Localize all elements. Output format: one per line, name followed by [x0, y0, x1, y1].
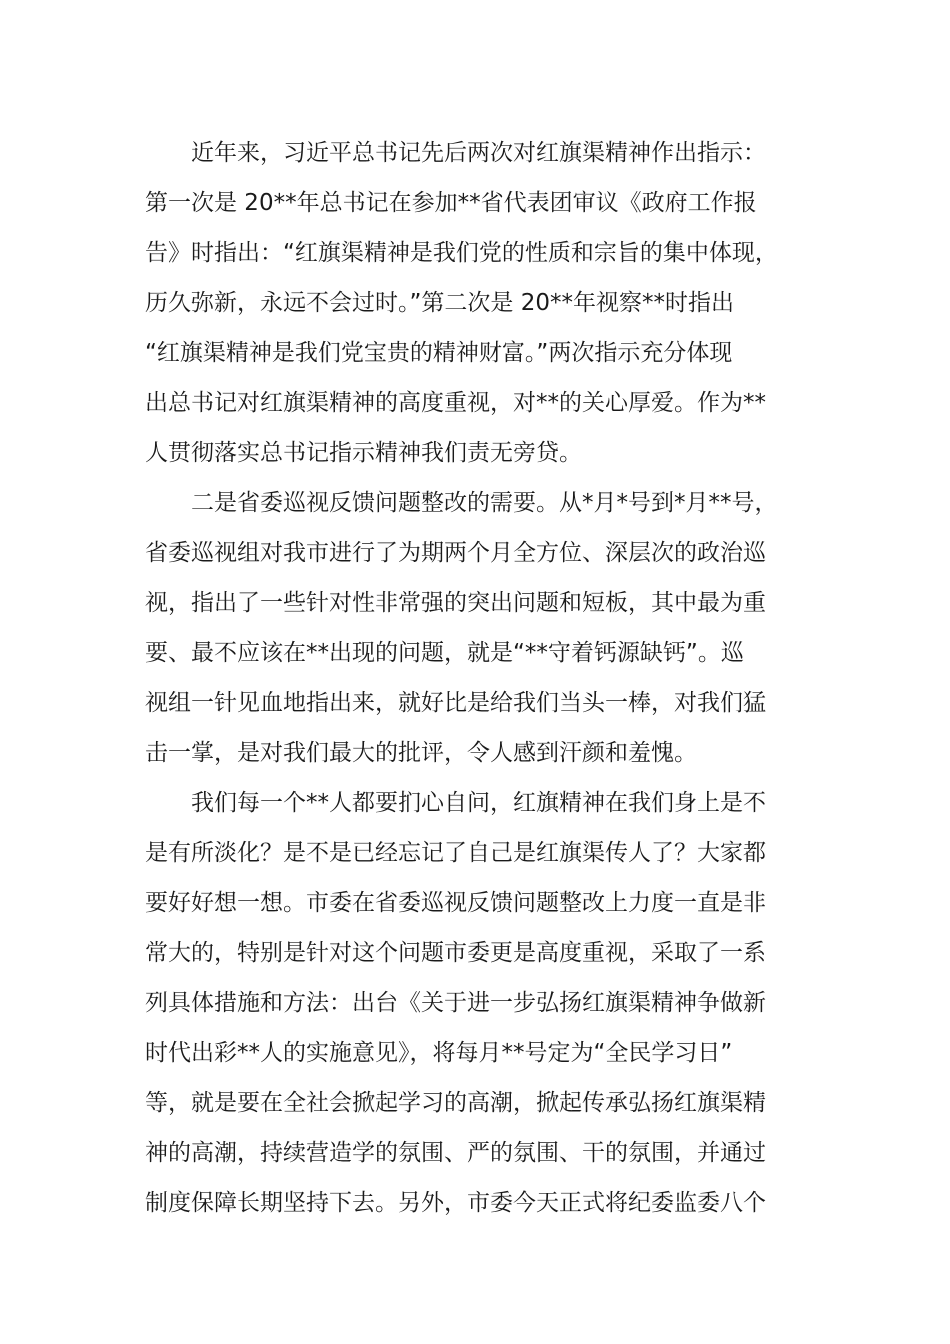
paragraph-line: 视，指出了一些针对性非常强的突出问题和短板，其中最为重	[145, 590, 766, 616]
paragraph-line: 要、最不应该在**出现的问题，就是“**守着钙源缺钙”。巡	[145, 640, 744, 666]
paragraph-line: 制度保障长期坚持下去。另外，市委今天正式将纪委监委八个	[145, 1190, 766, 1216]
paragraph-line: 常大的，特别是针对这个问题市委更是高度重视，采取了一系	[145, 940, 766, 966]
paragraph-first-line: 二是省委巡视反馈问题整改的需要。从*月*号到*月**号，	[191, 490, 778, 516]
paragraph-line: 要好好想一想。市委在省委巡视反馈问题整改上力度一直是非	[145, 890, 766, 916]
paragraph-line: “红旗渠精神是我们党宝贵的精神财富。”两次指示充分体现	[145, 340, 733, 366]
document-body	[145, 128, 811, 1228]
paragraph-line: 视组一针见血地指出来，就好比是给我们当头一棒，对我们猛	[145, 690, 766, 716]
paragraph-line: 击一掌，是对我们最大的批评，令人感到汗颜和羞愧。	[145, 740, 697, 766]
paragraph-line: 等，就是要在全社会掀起学习的高潮，掀起传承弘扬红旗渠精	[145, 1090, 766, 1116]
paragraph-first-line: 近年来，习近平总书记先后两次对红旗渠精神作出指示：	[191, 140, 766, 166]
paragraph-line: 告》时指出：“红旗渠精神是我们党的性质和宗旨的集中体现，	[145, 240, 778, 266]
paragraph-line: 是有所淡化？是不是已经忘记了自己是红旗渠传人了？大家都	[145, 840, 766, 866]
paragraph-line: 神的高潮，持续营造学的氛围、严的氛围、干的氛围，并通过	[145, 1140, 766, 1166]
paragraph-line: 第一次是 20**年总书记在参加**省代表团审议《政府工作报	[145, 190, 757, 216]
paragraph-first-line: 我们每一个**人都要扪心自问，红旗精神在我们身上是不	[191, 790, 766, 816]
paragraph-line: 时代出彩**人的实施意见》，将每月**号定为“全民学习日”	[145, 1040, 733, 1066]
paragraph-line: 人贯彻落实总书记指示精神我们责无旁贷。	[145, 440, 582, 466]
paragraph-line: 历久弥新，永远不会过时。”第二次是 20**年视察**时指出	[145, 290, 734, 316]
paragraph-line: 列具体措施和方法：出台《关于进一步弘扬红旗渠精神争做新	[145, 990, 766, 1016]
paragraph-line: 出总书记对红旗渠精神的高度重视，对**的关心厚爱。作为**	[145, 390, 766, 416]
paragraph-line: 省委巡视组对我市进行了为期两个月全方位、深层次的政治巡	[145, 540, 766, 566]
